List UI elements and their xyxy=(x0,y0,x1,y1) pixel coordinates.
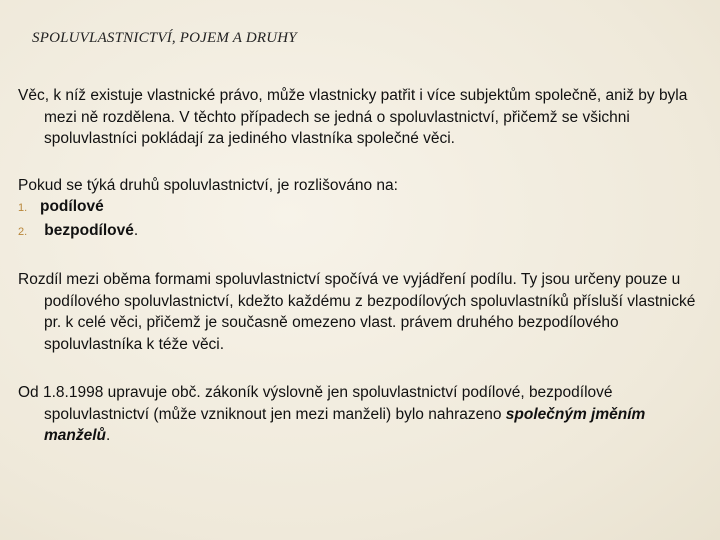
list-marker: 2. xyxy=(18,225,28,238)
slide-content xyxy=(18,85,710,447)
paragraph-law-change xyxy=(18,382,710,447)
paragraph-law-change-text: Od 1.8.1998 upravuje obč. zákoník výslovně jen spoluvlastnictví podílové, bezpodílové spoluvlastnictví (může vzniknout jen mezi manželi) bylo nahrazeno xyxy=(18,384,613,423)
list-item-text: bezpodílové xyxy=(40,221,134,239)
paragraph-types-intro: Pokud se týká druhů spoluvlastnictví, je rozlišováno na: xyxy=(18,176,398,194)
list-item-suffix: . xyxy=(133,221,139,239)
emphasis-joint-property: společným jměním manželů xyxy=(44,405,646,444)
slide-title: SPOLUVLASTNICTVÍ, POJEM A DRUHY xyxy=(32,30,297,46)
types-list xyxy=(18,196,710,243)
list-item xyxy=(18,196,710,220)
paragraph-difference: Rozdíl mezi oběma formami spoluvlastnictví spočívá ve vyjádření podílu. Ty jsou určeny pouze u podílového spoluvlastnictví, kdežto každému z bezpodílových spoluvlastníků přísluší vlastnické pr. k celé věci, přičemž je současně omezeno vlast. právem druhého bezpodílového spoluvlastníka k téže věci. xyxy=(18,271,696,353)
list-item xyxy=(18,220,710,244)
list-marker: 1. xyxy=(18,202,28,214)
paragraph-definition: Věc, k níž existuje vlastnické právo, může vlastnicky patřit i více subjektům společně, aniž by byla mezi ně rozdělena. V těchto případech se jedná o spoluvlastnictví, přičemž se všichni spoluvlastníci pokládají za jediného vlastníka společné věci. xyxy=(18,87,688,147)
paragraph-law-change-end: . xyxy=(106,427,111,444)
list-item-text: podílové xyxy=(40,198,104,215)
